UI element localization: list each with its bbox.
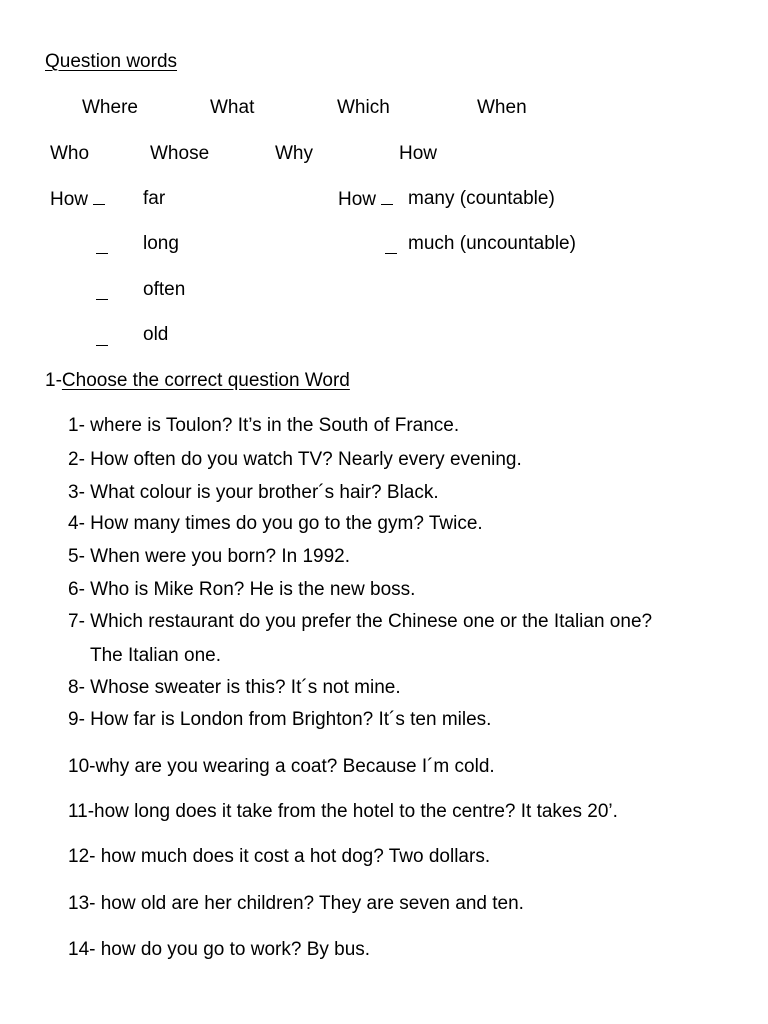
answer-item: 13- how old are her children? They are seven and ten.	[68, 893, 524, 914]
answer-item: 8- Whose sweater is this? It´s not mine.	[68, 677, 401, 698]
answer-item: 12- how much does it cost a hot dog? Two dollars.	[68, 846, 491, 867]
blank-line	[96, 282, 108, 300]
blank-line	[93, 187, 105, 205]
answer-item: 1- where is Toulon? It’s in the South of France.	[68, 415, 460, 436]
answer-item: 4- How many times do you go to the gym? Twice.	[68, 513, 483, 534]
question-word-whose: Whose	[150, 143, 210, 164]
question-word-when: When	[477, 97, 527, 118]
answer-item: 10-why are you wearing a coat? Because I´m cold.	[68, 756, 495, 777]
how-label-left: How	[50, 187, 105, 212]
question-word-how: How	[399, 143, 438, 164]
how-word-much: much (uncountable)	[408, 233, 576, 254]
blank-line	[96, 236, 108, 254]
how-word-old: old	[143, 324, 169, 345]
answer-item: 7- Which restaurant do you prefer the Chinese one or the Italian one?	[68, 611, 653, 632]
answer-item: 11-how long does it take from the hotel to the centre? It takes 20’.	[68, 801, 618, 822]
answer-item: 6- Who is Mike Ron? He is the new boss.	[68, 579, 416, 600]
question-word-why: Why	[275, 143, 313, 164]
how-word-long: long	[143, 233, 179, 254]
answer-item: 14- how do you go to work? By bus.	[68, 939, 371, 960]
page-heading: Question words	[45, 51, 178, 72]
question-word-what: What	[210, 97, 255, 118]
how-word-many: many (countable)	[408, 188, 555, 209]
how-word-far: far	[143, 188, 166, 209]
question-word-which: Which	[337, 97, 390, 118]
blank-line	[381, 187, 393, 205]
answer-item: 9- How far is London from Brighton? It´s ten miles.	[68, 709, 492, 730]
answer-item: 3- What colour is your brother´s hair? Black.	[68, 482, 439, 503]
exercise-number: 1-	[45, 370, 62, 391]
question-word-who: Who	[50, 143, 90, 164]
answer-item-continuation: The Italian one.	[90, 645, 221, 666]
answer-item: 5- When were you born? In 1992.	[68, 546, 351, 567]
how-word-often: often	[143, 279, 186, 300]
how-label-right: How	[338, 187, 393, 212]
blank-line	[96, 328, 108, 346]
blank-line	[385, 236, 397, 254]
answer-item: 2- How often do you watch TV? Nearly every evening.	[68, 449, 522, 470]
exercise-title: Choose the correct question Word	[61, 370, 350, 391]
exercise-heading	[45, 369, 350, 393]
question-word-where: Where	[82, 97, 138, 118]
